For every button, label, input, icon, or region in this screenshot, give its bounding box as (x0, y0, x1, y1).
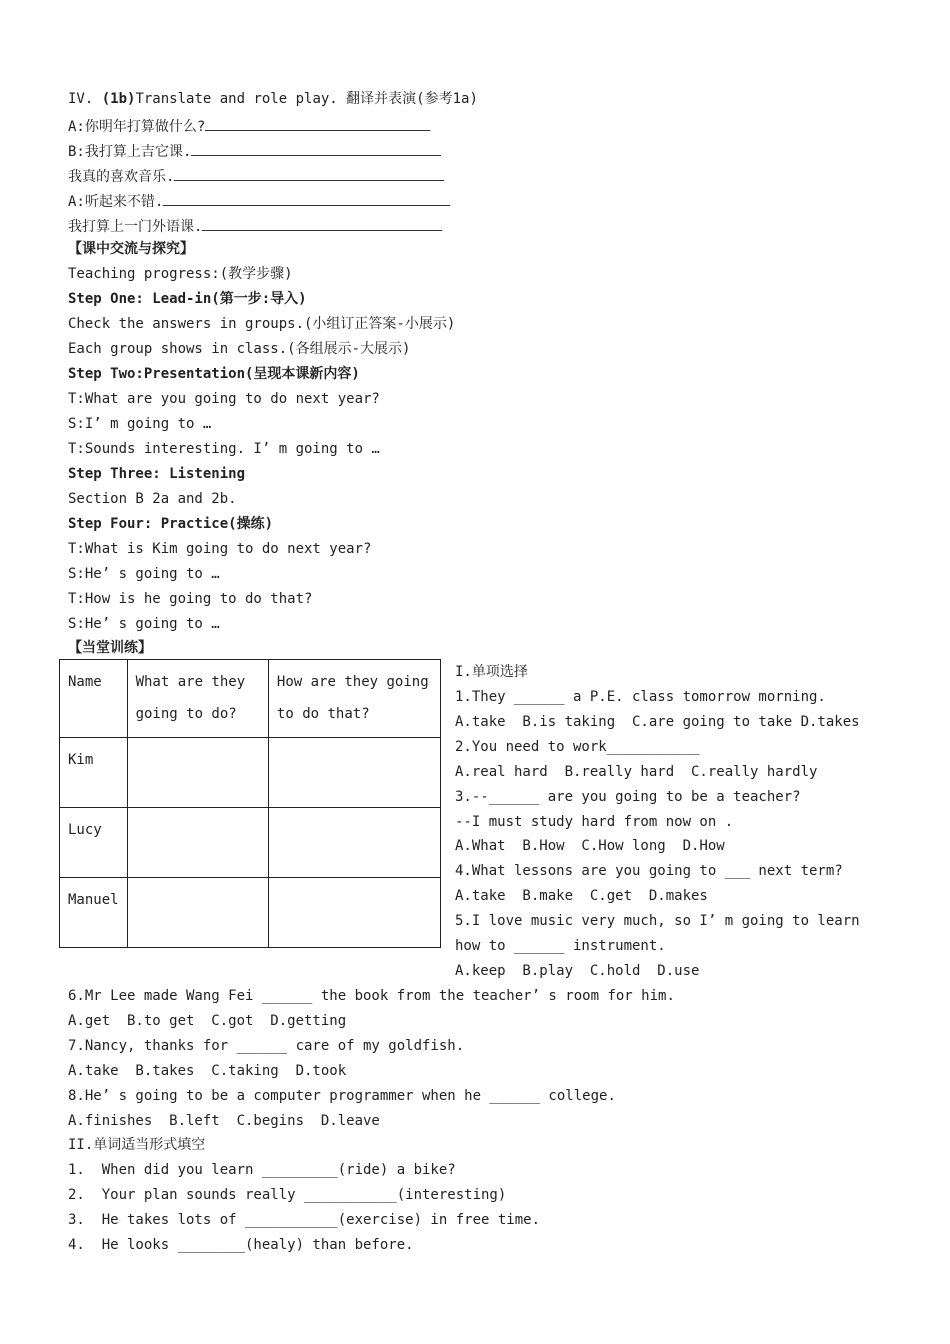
question-7-options: A.take B.takes C.taking D.took (68, 1063, 347, 1079)
table-cell-name: Manuel (60, 878, 128, 948)
answer-blank[interactable] (163, 191, 450, 206)
teaching-progress: Teaching progress:(教学步骤) (68, 266, 293, 282)
step-four-line: T:What is Kim going to do next year? (68, 541, 372, 557)
translate-line-text: 我打算上一门外语课. (68, 219, 203, 235)
step-one-line: Each group shows in class.(各组展示-大展示) (68, 341, 411, 357)
lesson-heading: 【课中交流与探究】 (68, 241, 194, 257)
table-header-row (60, 660, 441, 738)
fill-question: 2. Your plan sounds really ___________(interesting) (68, 1187, 507, 1203)
question-7: 7.Nancy, thanks for ______ care of my goldfish. (68, 1038, 465, 1054)
step-two-title: Step Two:Presentation(呈现本课新内容) (68, 366, 360, 382)
answer-blank[interactable] (205, 116, 430, 131)
table-cell-empty[interactable] (268, 808, 440, 878)
table-header-what: What are they going to do? (127, 660, 268, 738)
table-cell-empty[interactable] (268, 878, 440, 948)
question-2: 2.You need to work___________ (455, 739, 700, 755)
question-2-options: A.real hard B.really hard C.really hardly (455, 764, 818, 780)
table-header-how: How are they going to do that? (268, 660, 440, 738)
translate-title-prefix: IV. (68, 91, 102, 107)
table-cell-name: Kim (60, 738, 128, 808)
step-one-title: Step One: Lead-in(第一步:导入) (68, 291, 307, 307)
table-cell-name: Lucy (60, 808, 128, 878)
question-6: 6.Mr Lee made Wang Fei ______ the book from the teacher’ s room for him. (68, 988, 675, 1004)
question-3-reply: --I must study hard from now on . (455, 814, 734, 830)
question-1-options: A.take B.is taking C.are going to take D.takes (455, 714, 860, 730)
translate-line-2 (68, 141, 441, 161)
table-cell-empty[interactable] (268, 738, 440, 808)
translate-line-5 (68, 216, 442, 236)
fill-question: 3. He takes lots of ___________(exercise) in free time. (68, 1212, 541, 1228)
translate-line-text: A:听起来不错. (68, 194, 164, 210)
translate-line-text: B:我打算上吉它课. (68, 144, 192, 160)
answer-blank[interactable] (202, 216, 442, 231)
table-row (60, 738, 441, 808)
translate-title-text: Translate and role play. 翻译并表演(参考1a) (135, 91, 478, 107)
question-5: 5.I love music very much, so I’ m going to learn (455, 913, 860, 929)
table-cell-empty[interactable] (127, 808, 268, 878)
step-four-line: S:He’ s going to … (68, 566, 220, 582)
question-8-options: A.finishes B.left C.begins D.leave (68, 1113, 380, 1129)
translate-line-3 (68, 166, 444, 186)
translate-line-text: 我真的喜欢音乐. (68, 169, 175, 185)
question-1: 1.They ______ a P.E. class tomorrow morning. (455, 689, 826, 705)
question-4: 4.What lessons are you going to ___ next term? (455, 863, 843, 879)
step-four-line: T:How is he going to do that? (68, 591, 313, 607)
fill-question: 4. He looks ________(healy) than before. (68, 1237, 414, 1253)
step-two-line: S:I’ m going to … (68, 416, 212, 432)
table-cell-empty[interactable] (127, 738, 268, 808)
translate-line-text: A:你明年打算做什么? (68, 119, 206, 135)
step-two-line: T:Sounds interesting. I’ m going to … (68, 441, 380, 457)
question-5-cont: how to ______ instrument. (455, 938, 666, 954)
translate-title-tag: (1b) (101, 91, 136, 107)
question-5-options: A.keep B.play C.hold D.use (455, 963, 700, 979)
table-row (60, 808, 441, 878)
question-3: 3.--______ are you going to be a teacher? (455, 789, 801, 805)
step-three-title: Step Three: Listening (68, 466, 246, 482)
table-header-name: Name (60, 660, 128, 738)
question-6-options: A.get B.to get C.got D.getting (68, 1013, 347, 1029)
step-two-line: T:What are you going to do next year? (68, 391, 380, 407)
step-four-line: S:He’ s going to … (68, 616, 220, 632)
table-row (60, 878, 441, 948)
question-8: 8.He’ s going to be a computer programmer when he ______ college. (68, 1088, 616, 1104)
plan-table (59, 659, 441, 948)
step-one-line: Check the answers in groups.(小组订正答案-小展示) (68, 316, 456, 332)
section2-title: II.单词适当形式填空 (68, 1137, 206, 1153)
practice-heading: 【当堂训练】 (68, 640, 152, 656)
step-three-line: Section B 2a and 2b. (68, 491, 237, 507)
translate-line-4 (68, 191, 450, 211)
fill-question: 1. When did you learn _________(ride) a bike? (68, 1162, 456, 1178)
answer-blank[interactable] (191, 141, 441, 156)
section1-title: I.单项选择 (455, 664, 528, 680)
step-four-title: Step Four: Practice(操练) (68, 516, 274, 532)
answer-blank[interactable] (174, 166, 444, 181)
translate-line-1 (68, 116, 430, 136)
table-cell-empty[interactable] (127, 878, 268, 948)
translate-title (68, 90, 478, 108)
question-4-options: A.take B.make C.get D.makes (455, 888, 708, 904)
question-3-options: A.What B.How C.How long D.How (455, 838, 725, 854)
